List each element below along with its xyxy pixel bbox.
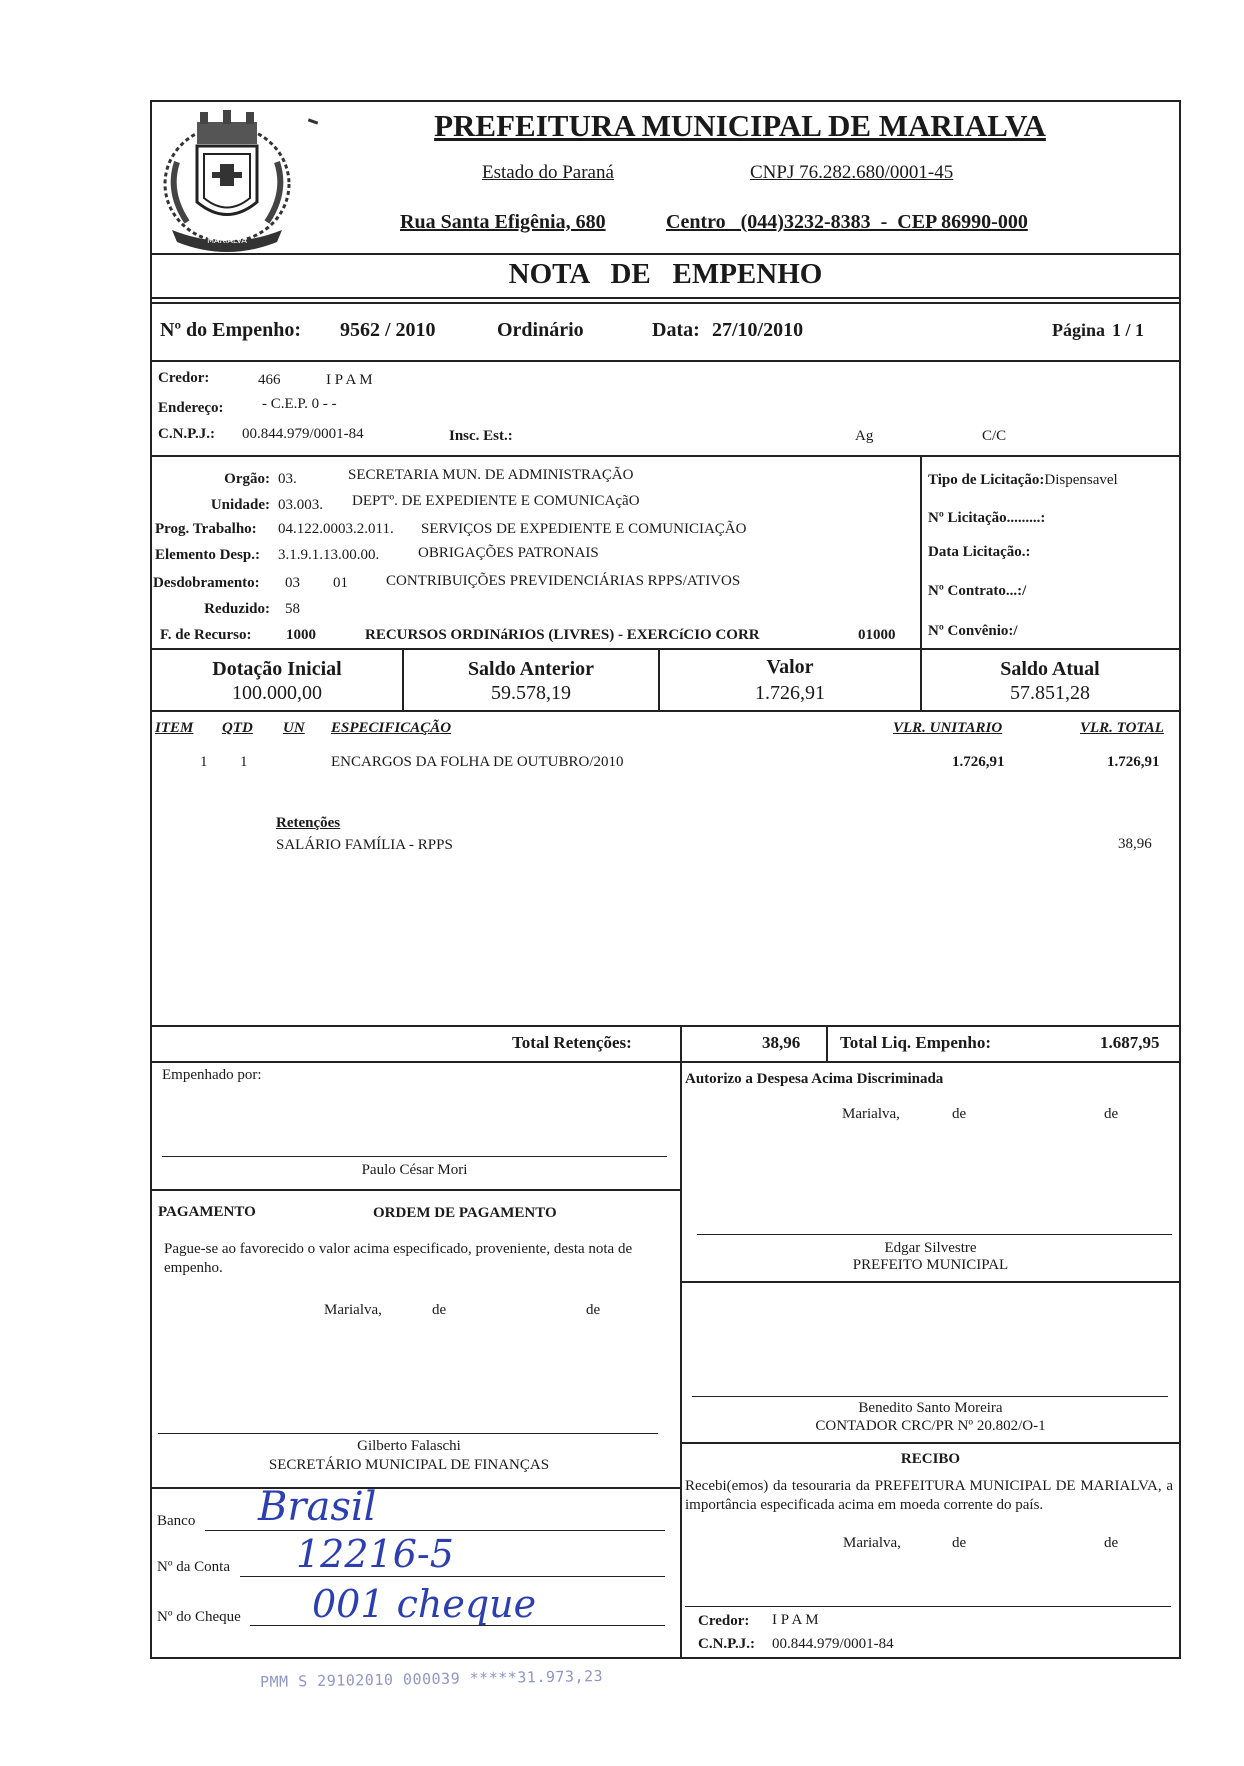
item-especificacao: ENCARGOS DA FOLHA DE OUTUBRO/2010 [331,754,624,770]
desdobramento-label: Desdobramento: [153,575,260,591]
conta-label: Nº da Conta [157,1559,230,1575]
prog-trabalho-desc: SERVIÇOS DE EXPEDIENTE E COMUNICIAÇÃO [421,521,747,537]
desdobramento-a: 03 [285,575,300,591]
reduzido-label: Reduzido: [204,601,270,617]
total-retencoes-label: Total Retenções: [512,1033,632,1052]
valor-value: 1.726,91 [755,682,825,704]
banco-handwritten: Brasil [258,1484,377,1530]
header-contact: Centro (044)3232-8383 - CEP 86990-000 [666,211,1028,233]
contador-signature-line [692,1396,1168,1397]
recurso-code: 1000 [286,627,316,643]
valor-label: Valor [766,656,814,678]
pagamento-de-1: de [432,1302,447,1318]
contador-cargo: CONTADOR CRC/PR Nº 20.802/O-1 [815,1418,1046,1434]
secretario-nome: Gilberto Falaschi [357,1438,461,1454]
recibo-cnpj-label: C.N.P.J.: [698,1636,755,1652]
empenhado-label: Empenhado por: [162,1067,262,1083]
header-cnpj: CNPJ 76.282.680/0001-45 [750,162,954,183]
empenhado-signature-line [162,1156,667,1157]
empenho-date-label: Data: [652,319,700,341]
cheque-label: Nº do Cheque [157,1609,241,1625]
col-especificacao: ESPECIFICAÇÃO [331,720,452,736]
empenho-number-label: Nº do Empenho: [160,319,302,341]
recibo-cnpj: 00.844.979/0001-84 [772,1636,894,1652]
conta-line [240,1576,665,1577]
prog-trabalho-code: 04.122.0003.2.011. [278,521,394,537]
recibo-signature-line [685,1606,1171,1607]
col-qtd: QTD [222,720,253,736]
banco-label: Banco [157,1513,196,1529]
orgao-desc: SECRETARIA MUN. DE ADMINISTRAÇÃO [348,467,634,483]
page-label: Página [1052,320,1106,340]
state-name: Estado do Paraná [482,162,614,183]
insc-est-label: Insc. Est.: [449,428,513,444]
numero-contrato: Nº Contrato...:/ [928,583,1027,599]
autorizo-de-2: de [1104,1106,1119,1122]
recurso-desc: RECURSOS ORDINáRIOS (LIVRES) - EXERCíCIO CORR [365,627,760,643]
recibo-de-2: de [1104,1535,1119,1551]
autorizo-cidade: Marialva, [842,1106,900,1122]
agencia-label: Ag [855,428,874,444]
total-retencoes-value: 38,96 [762,1033,801,1052]
recibo-de-1: de [952,1535,967,1551]
numero-convenio: Nº Convênio:/ [928,623,1018,639]
unidade-code: 03.003. [278,497,323,513]
elemento-code: 3.1.9.1.13.00.00. [278,547,380,563]
document-type-title: NOTA DE EMPENHO [508,258,823,290]
prefeito-signature-line [697,1234,1172,1235]
coat-of-arms-icon [152,102,302,254]
pagamento-texto: Pague-se ao favorecido o valor acima especificado, proveniente, desta nota de empenho. [164,1241,633,1276]
recurso-number: 01000 [858,627,896,643]
dotacao-label: Dotação Inicial [212,658,342,680]
banco-line [205,1530,665,1531]
recibo-texto: Recebi(emos) da tesouraria da PREFEITURA MUNICIPAL DE MARIALVA, a importância especificada acima em moeda corrente do país. [685,1478,1173,1513]
pagamento-cidade: Marialva, [324,1302,382,1318]
col-item: ITEM [155,720,194,736]
retencao-value: 38,96 [1118,836,1152,852]
tipo-licitacao-label: Tipo de Licitação:Dispensavel [928,472,1118,488]
saldo-atual-value: 57.851,28 [1010,682,1090,704]
svg-text:MARIALVA: MARIALVA [207,236,247,245]
pagamento-de-2: de [586,1302,601,1318]
secretario-signature-line [158,1433,658,1434]
elemento-desc: OBRIGAÇÕES PATRONAIS [418,545,599,561]
item-vlr-unitario: 1.726,91 [952,754,1005,770]
page-number: 1 / 1 [1112,320,1145,340]
page-title: PREFEITURA MUNICIPAL DE MARIALVA [434,108,1046,143]
empenho-type: Ordinário [497,319,584,341]
orgao-label: Orgão: [224,471,270,487]
elemento-label: Elemento Desp.: [155,547,260,563]
prefeito-cargo: PREFEITO MUNICIPAL [852,1257,1009,1273]
col-vlr-unitario: VLR. UNITARIO [893,720,1003,736]
endereco-label: Endereço: [158,400,224,416]
contador-nome: Benedito Santo Moreira [858,1400,1003,1416]
col-un: UN [283,720,305,736]
orgao-code: 03. [278,471,297,487]
item-number: 1 [200,754,208,770]
credor-cnpj: 00.844.979/0001-84 [242,426,364,442]
empenho-date: 27/10/2010 [712,319,804,341]
endereco-value: - C.E.P. 0 - - [262,396,337,412]
credor-code: 466 [258,372,281,388]
credor-label: Credor: [158,370,210,386]
empenhado-nome: Paulo César Mori [361,1162,468,1178]
prog-trabalho-label: Prog. Trabalho: [155,521,257,537]
empenho-number: 9562 / 2010 [340,319,436,341]
tipo-licitacao-value: Dispensavel [1044,472,1118,488]
secretario-cargo: SECRETÁRIO MUNICIPAL DE FINANÇAS [268,1457,550,1473]
recibo-cidade: Marialva, [843,1535,901,1551]
recibo-label: RECIBO [900,1451,961,1467]
credor-cnpj-label: C.N.P.J.: [158,426,215,442]
autorizo-label: Autorizo a Despesa Acima Discriminada [685,1071,944,1087]
unidade-desc: DEPTº. DE EXPEDIENTE E COMUNICAçãO [352,493,640,509]
item-vlr-total: 1.726,91 [1107,754,1160,770]
header-address: Rua Santa Efigênia, 680 [400,211,606,233]
col-vlr-total: VLR. TOTAL [1080,720,1164,736]
pagamento-label: PAGAMENTO [158,1204,256,1220]
retencoes-label: Retenções [276,815,341,831]
item-qtd: 1 [240,754,248,770]
total-liquido-value: 1.687,95 [1100,1033,1160,1052]
conta-handwritten: 12216-5 [296,1532,454,1576]
dotacao-value: 100.000,00 [232,682,322,704]
cheque-handwritten: 001 cheque [312,1582,537,1626]
total-liquido-label: Total Liq. Empenho: [840,1033,991,1052]
saldo-atual-label: Saldo Atual [1000,658,1100,680]
recurso-label: F. de Recurso: [160,627,252,643]
desdobramento-desc: CONTRIBUIÇÕES PREVIDENCIÁRIAS RPPS/ATIVOS [386,573,741,589]
recibo-credor: I P A M [772,1612,819,1628]
reduzido-value: 58 [285,601,300,617]
credor-name: I P A M [326,372,373,388]
mechanical-stamp: PMM S 29102010 000039 *****31.973,23 [259,1667,604,1691]
numero-licitacao: Nº Licitação.........: [928,510,1046,526]
saldo-anterior-value: 59.578,19 [491,682,571,704]
prefeito-nome: Edgar Silvestre [884,1240,977,1256]
ordem-pagamento-label: ORDEM DE PAGAMENTO [373,1205,557,1221]
conta-corrente-label: C/C [982,428,1007,444]
saldo-anterior-label: Saldo Anterior [467,658,595,680]
retencao-desc: SALÁRIO FAMÍLIA - RPPS [276,837,453,853]
autorizo-de-1: de [952,1106,967,1122]
desdobramento-b: 01 [333,575,348,591]
data-licitacao: Data Licitação.: [928,544,1031,560]
unidade-label: Unidade: [210,497,270,513]
recibo-credor-label: Credor: [698,1613,750,1629]
